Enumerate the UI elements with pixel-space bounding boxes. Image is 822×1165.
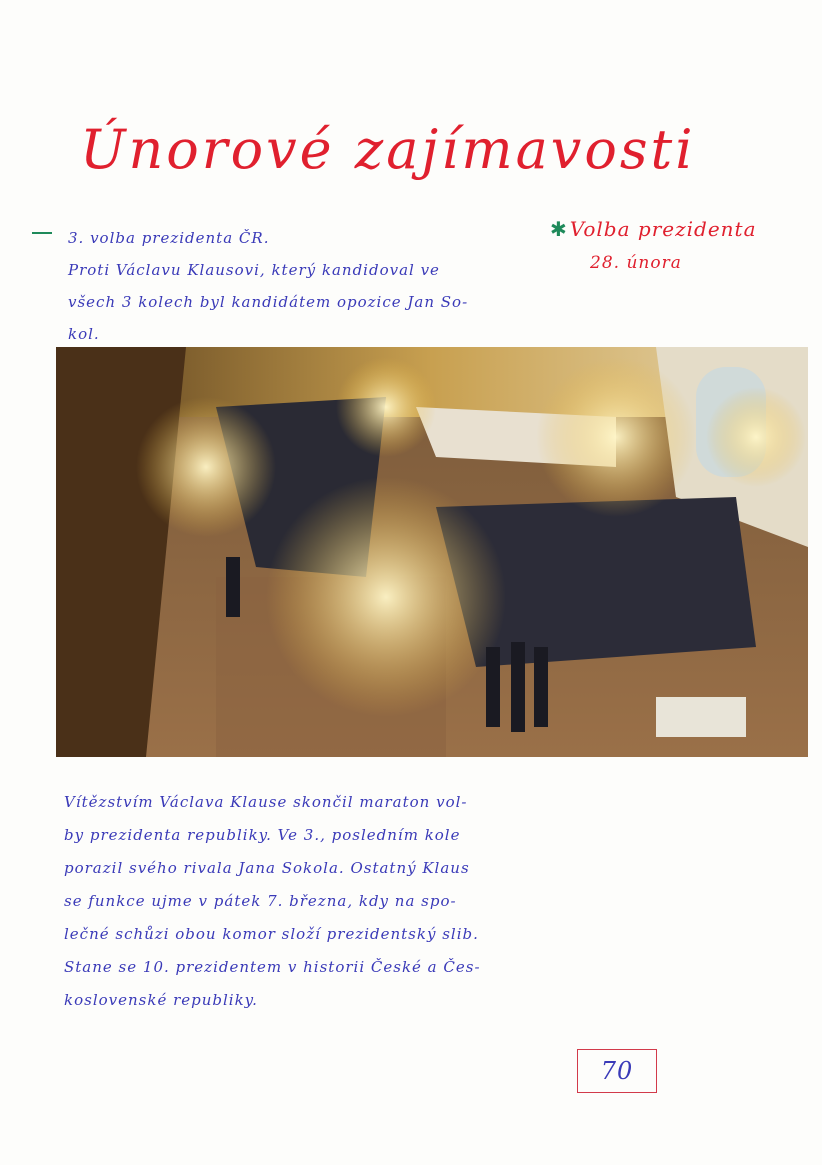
intro-line: kol. [68, 325, 100, 343]
intro-line: 3. volba prezidenta ČR. [68, 229, 270, 247]
article-line: se funkce ujme v pátek 7. března, kdy na spo- [64, 892, 457, 910]
bullet-dash [32, 232, 52, 234]
article-line: lečné schůzi obou komor složí prezidentský slib. [64, 925, 479, 943]
article-text [64, 786, 554, 1017]
side-note [550, 212, 810, 280]
asterisk-icon: ✱ [550, 217, 568, 241]
intro-text [68, 222, 538, 350]
intro-line: Proti Václavu Klausovi, který kandidoval ve [68, 261, 440, 279]
side-note-date: 28. února [590, 253, 682, 273]
article-line: by prezidenta republiky. Ve 3., posledním kole [64, 826, 461, 844]
intro-line: všech 3 kolech byl kandidátem opozice Jan So- [68, 293, 469, 311]
page-title: Únorové zajímavosti [80, 118, 696, 181]
page-number: 70 [577, 1049, 657, 1093]
photo-presidential-election-hall [56, 347, 808, 757]
article-line: porazil svého rivala Jana Sokola. Ostatný Klaus [64, 859, 470, 877]
article-line: koslovenské republiky. [64, 991, 258, 1009]
article-line: Stane se 10. prezidentem v historii České a Čes- [64, 958, 481, 976]
side-note-label: Volba prezidenta [569, 217, 757, 241]
article-line: Vítězstvím Václava Klause skončil maraton vol- [64, 793, 468, 811]
